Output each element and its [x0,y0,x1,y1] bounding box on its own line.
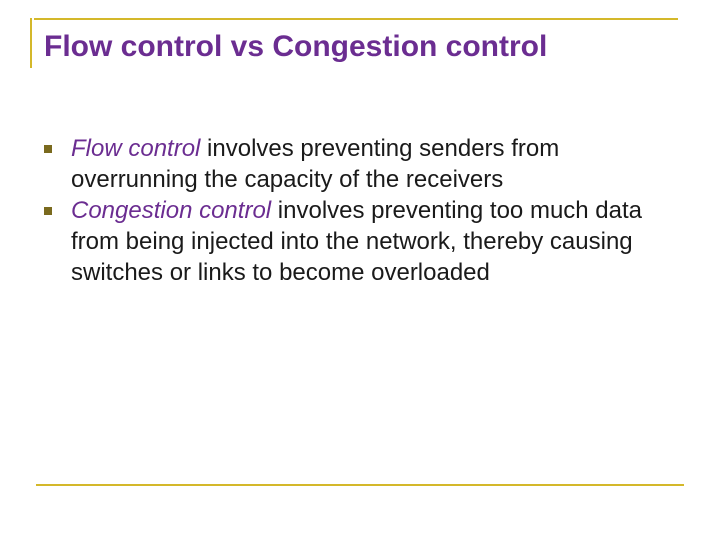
bullet-term: Flow control [71,135,201,162]
slide-title: Flow control vs Congestion control [44,30,548,63]
bottom-rule [36,484,684,486]
bullet-list [44,133,684,288]
bullet-text: involves preventing senders from overrunning the capacity of the receivers [71,135,560,193]
top-rule [34,18,678,20]
square-bullet-icon [44,207,52,215]
bullet-text: involves preventing too much data from being injected into the network, thereby causing switches or links to become overloaded [71,197,643,286]
square-bullet-icon [44,145,52,153]
left-rule [30,18,32,68]
bullet-item [44,195,684,288]
bullet-term: Congestion control [71,197,272,224]
bullet-item [44,133,684,195]
